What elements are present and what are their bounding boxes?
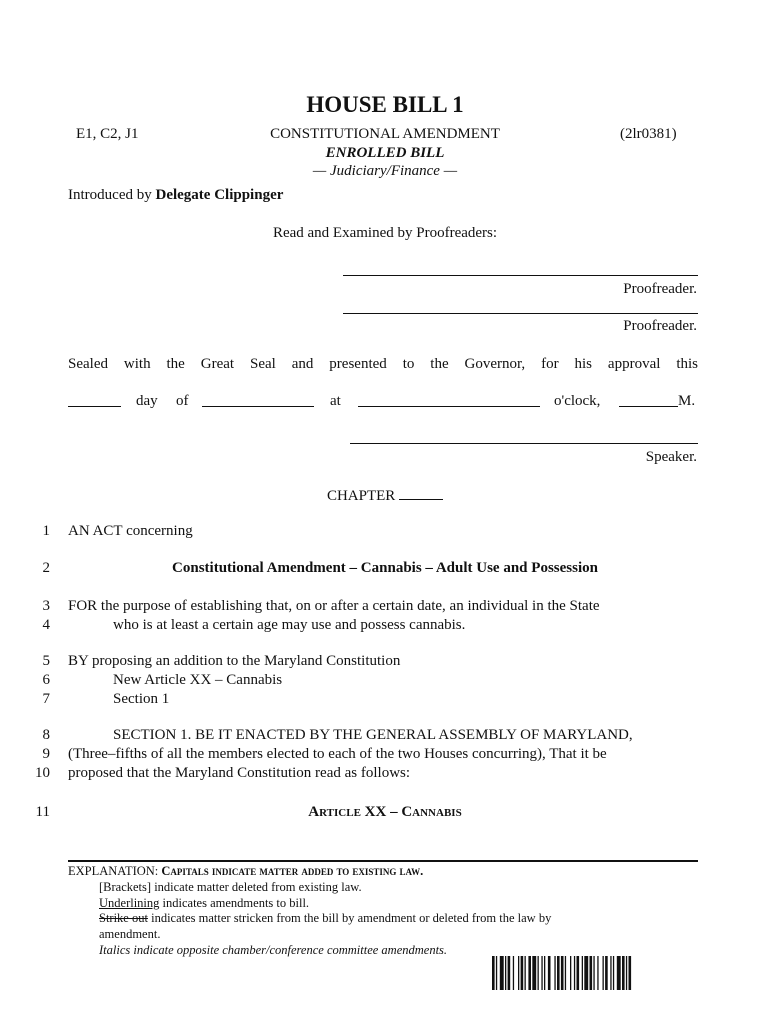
signature-line-speaker: [350, 443, 698, 444]
brackets-word: [Brackets]: [99, 880, 152, 894]
line-number: 8: [42, 727, 50, 743]
barcode-bar: [554, 956, 555, 990]
brackets-desc: indicate matter deleted from existing law.: [154, 880, 362, 894]
barcode-bar: [597, 956, 598, 990]
barcode-bar: [574, 956, 575, 990]
oclock-label: o'clock,: [554, 393, 601, 409]
barcode-bar: [528, 956, 531, 990]
explanation-line-3: [99, 896, 309, 912]
speaker-label: Speaker.: [645, 449, 697, 465]
barcode-graphic: [492, 956, 680, 990]
barcode-bar: [603, 956, 604, 990]
bill-type: CONSTITUTIONAL AMENDMENT: [270, 126, 500, 142]
chapter-label: CHAPTER: [326, 488, 396, 504]
section-line-2: (Three–fifths of all the members elected to each of the two Houses concurring), That it be: [68, 746, 607, 762]
barcode-bar: [605, 956, 608, 990]
barcode-bar: [622, 956, 625, 990]
barcode-bar: [584, 956, 588, 990]
barcode-bar: [544, 956, 545, 990]
purpose-line-2: who is at least a certain age may use and possess cannabis.: [113, 617, 466, 633]
month-blank: [202, 392, 314, 407]
line-number: 4: [42, 617, 50, 633]
chapter-blank: [399, 485, 443, 500]
barcode-bar: [629, 956, 632, 990]
bill-status: ENROLLED BILL: [325, 145, 445, 161]
barcode-bar: [593, 956, 594, 990]
line-number: 11: [35, 804, 50, 820]
act-concerning: AN ACT concerning: [68, 523, 193, 539]
committee-line: — Judiciary/Finance —: [312, 163, 458, 179]
explanation-italics: Italics indicate opposite chamber/conference committee amendments.: [99, 943, 448, 957]
read-examined-label: Read and Examined by Proofreaders:: [272, 225, 498, 241]
introduced-by: [68, 186, 283, 205]
am-pm-blank: [619, 392, 678, 407]
m-label: M.: [678, 393, 696, 409]
barcode-bar: [561, 956, 564, 990]
explanation-line-1: [68, 864, 423, 880]
purpose-line-1: FOR the purpose of establishing that, on or after a certain date, an individual in the State: [68, 598, 600, 614]
explanation-capitals: Capitals indicate matter added to existing law.: [161, 864, 424, 878]
sponsor-name: Delegate Clippinger: [155, 187, 284, 203]
line-number: 7: [42, 691, 50, 707]
strike-word: Strike out: [99, 911, 148, 925]
barcode-bar: [532, 956, 536, 990]
line-number: 1: [42, 523, 50, 539]
barcode-bar: [521, 956, 524, 990]
article-heading: Article XX – Cannabis: [308, 804, 462, 820]
line-number: 5: [42, 653, 50, 669]
barcode-bar: [541, 956, 542, 990]
by-line-1: BY proposing an addition to the Maryland Constitution: [68, 653, 401, 669]
signature-line-proofreader-1: [343, 275, 698, 276]
barcode-bar: [518, 956, 519, 990]
at-label: at: [330, 393, 341, 409]
barcode-bar: [496, 956, 497, 990]
barcode-bar: [492, 956, 495, 990]
subject-codes: E1, C2, J1: [76, 126, 139, 142]
time-blank: [358, 392, 540, 407]
barcode-bar: [626, 956, 627, 990]
line-number: 9: [42, 746, 50, 762]
barcode-bar: [500, 956, 504, 990]
proofreader-label-1: Proofreader.: [623, 281, 697, 297]
barcode-bar: [565, 956, 566, 990]
line-number: 10: [35, 765, 50, 781]
line-number: 6: [42, 672, 50, 688]
strike-desc: indicates matter stricken from the bill by amendment or deleted from the law by: [151, 911, 552, 925]
line-number: 3: [42, 598, 50, 614]
explanation-line-5: amendment.: [99, 927, 161, 941]
barcode-bar: [548, 956, 551, 990]
section-line-1: SECTION 1. BE IT ENACTED BY THE GENERAL ASSEMBLY OF MARYLAND,: [113, 727, 633, 743]
proofreader-label-2: Proofreader.: [623, 318, 697, 334]
by-line-3: Section 1: [113, 691, 170, 707]
explanation-label: EXPLANATION:: [68, 864, 159, 878]
barcode-bar: [525, 956, 526, 990]
bill-title: HOUSE BILL 1: [306, 92, 464, 117]
barcode-bar: [577, 956, 580, 990]
barcode-bar: [557, 956, 560, 990]
barcode-bar: [590, 956, 593, 990]
barcode-bar: [617, 956, 621, 990]
barcode-bar: [513, 956, 514, 990]
section-line-3: proposed that the Maryland Constitution read as follows:: [68, 765, 411, 781]
draft-code: (2lr0381): [620, 126, 677, 142]
explanation-line-2: [99, 880, 362, 896]
barcode-bar: [508, 956, 511, 990]
day-label: day: [136, 393, 158, 409]
barcode-bar: [610, 956, 611, 990]
line-number: 2: [42, 560, 50, 576]
barcode-bar: [613, 956, 614, 990]
signature-line-proofreader-2: [343, 313, 698, 314]
bill-heading: Constitutional Amendment – Cannabis – Adult Use and Possession: [172, 560, 598, 576]
day-blank: [68, 392, 121, 407]
explanation-line-4: [99, 911, 551, 927]
barcode-bar: [538, 956, 539, 990]
by-line-2: New Article XX – Cannabis: [113, 672, 283, 688]
underlining-word: Underlining: [99, 896, 160, 910]
chapter-line: [0, 485, 770, 506]
sealed-statement: Sealed with the Great Seal and presented to the Governor, for his approval this: [68, 356, 698, 372]
of-label: of: [176, 393, 189, 409]
underlining-desc: indicates amendments to bill.: [162, 896, 310, 910]
footer-rule: [68, 860, 698, 862]
introduced-by-prefix: Introduced by: [68, 187, 152, 203]
barcode-bar: [570, 956, 571, 990]
barcode-bar: [582, 956, 583, 990]
barcode-bar: [505, 956, 506, 990]
